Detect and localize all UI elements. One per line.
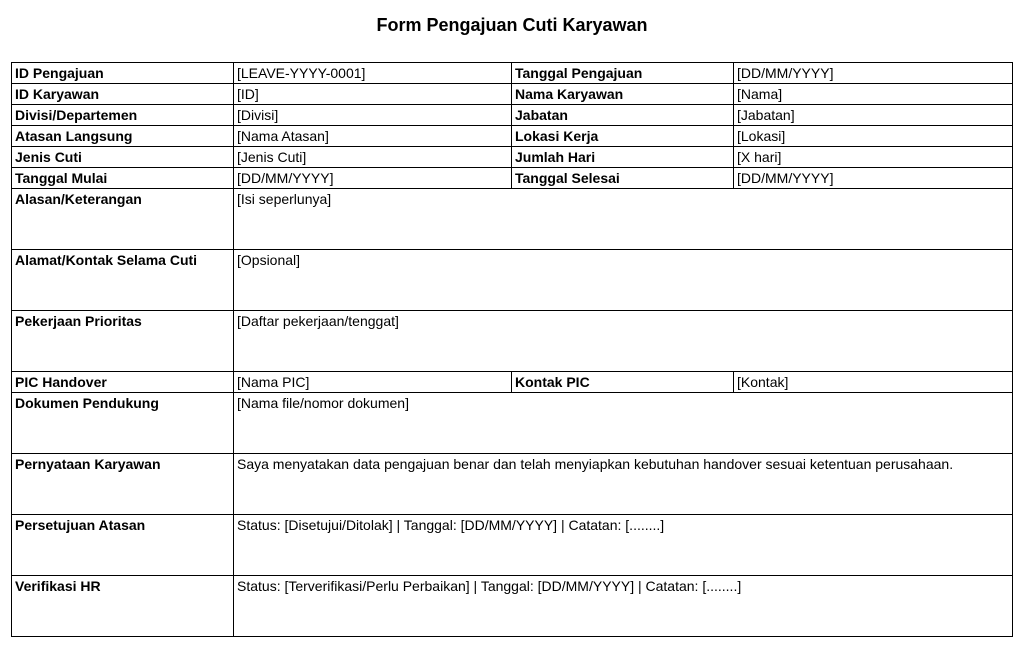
label-id-pengajuan: ID Pengajuan [12,63,234,84]
label-atasan-langsung: Atasan Langsung [12,126,234,147]
form-title: Form Pengajuan Cuti Karyawan [376,15,648,35]
field-alasan[interactable]: [Isi seperlunya] [234,189,1013,250]
row-pekerjaan-prioritas [12,311,1013,372]
field-id-karyawan[interactable]: [ID] [234,84,512,105]
label-tanggal-selesai: Tanggal Selesai [512,168,734,189]
field-nama-karyawan[interactable]: [Nama] [734,84,1013,105]
field-tanggal-pengajuan[interactable]: [DD/MM/YYYY] [734,63,1013,84]
row-tanggal [12,168,1013,189]
field-tanggal-mulai[interactable]: [DD/MM/YYYY] [234,168,512,189]
label-alamat-kontak: Alamat/Kontak Selama Cuti [12,250,234,311]
field-pic-handover[interactable]: [Nama PIC] [234,372,512,393]
label-pernyataan-karyawan: Pernyataan Karyawan [12,454,234,515]
label-alasan: Alasan/Keterangan [12,189,234,250]
field-tanggal-selesai[interactable]: [DD/MM/YYYY] [734,168,1013,189]
field-pernyataan-karyawan: Saya menyatakan data pengajuan benar dan telah menyiapkan kebutuhan handover sesuai ketentuan perusahaan. [234,454,1013,515]
label-jumlah-hari: Jumlah Hari [512,147,734,168]
row-pic-handover [12,372,1013,393]
row-atasan [12,126,1013,147]
label-dokumen-pendukung: Dokumen Pendukung [12,393,234,454]
field-jenis-cuti[interactable]: [Jenis Cuti] [234,147,512,168]
label-jenis-cuti: Jenis Cuti [12,147,234,168]
label-jabatan: Jabatan [512,105,734,126]
leave-form-table [11,62,1013,637]
row-verifikasi-hr [12,576,1013,637]
field-divisi[interactable]: [Divisi] [234,105,512,126]
label-tanggal-mulai: Tanggal Mulai [12,168,234,189]
field-alamat-kontak[interactable]: [Opsional] [234,250,1013,311]
label-tanggal-pengajuan: Tanggal Pengajuan [512,63,734,84]
field-kontak-pic[interactable]: [Kontak] [734,372,1013,393]
row-divisi [12,105,1013,126]
row-alasan [12,189,1013,250]
row-alamat-kontak [12,250,1013,311]
row-jenis-cuti [12,147,1013,168]
field-dokumen-pendukung[interactable]: [Nama file/nomor dokumen] [234,393,1013,454]
field-lokasi-kerja[interactable]: [Lokasi] [734,126,1013,147]
field-id-pengajuan[interactable]: [LEAVE-YYYY-0001] [234,63,512,84]
label-lokasi-kerja: Lokasi Kerja [512,126,734,147]
field-jumlah-hari[interactable]: [X hari] [734,147,1013,168]
label-nama-karyawan: Nama Karyawan [512,84,734,105]
row-id-karyawan [12,84,1013,105]
label-id-karyawan: ID Karyawan [12,84,234,105]
row-pernyataan-karyawan [12,454,1013,515]
row-dokumen-pendukung [12,393,1013,454]
field-verifikasi-hr[interactable]: Status: [Terverifikasi/Perlu Perbaikan] | Tanggal: [DD/MM/YYYY] | Catatan: [........] [234,576,1013,637]
row-persetujuan-atasan [12,515,1013,576]
field-atasan-langsung[interactable]: [Nama Atasan] [234,126,512,147]
label-verifikasi-hr: Verifikasi HR [12,576,234,637]
label-pic-handover: PIC Handover [12,372,234,393]
label-kontak-pic: Kontak PIC [512,372,734,393]
label-pekerjaan-prioritas: Pekerjaan Prioritas [12,311,234,372]
field-jabatan[interactable]: [Jabatan] [734,105,1013,126]
field-persetujuan-atasan[interactable]: Status: [Disetujui/Ditolak] | Tanggal: [DD/MM/YYYY] | Catatan: [........] [234,515,1013,576]
label-persetujuan-atasan: Persetujuan Atasan [12,515,234,576]
row-id-pengajuan [12,63,1013,84]
label-divisi: Divisi/Departemen [12,105,234,126]
field-pekerjaan-prioritas[interactable]: [Daftar pekerjaan/tenggat] [234,311,1013,372]
